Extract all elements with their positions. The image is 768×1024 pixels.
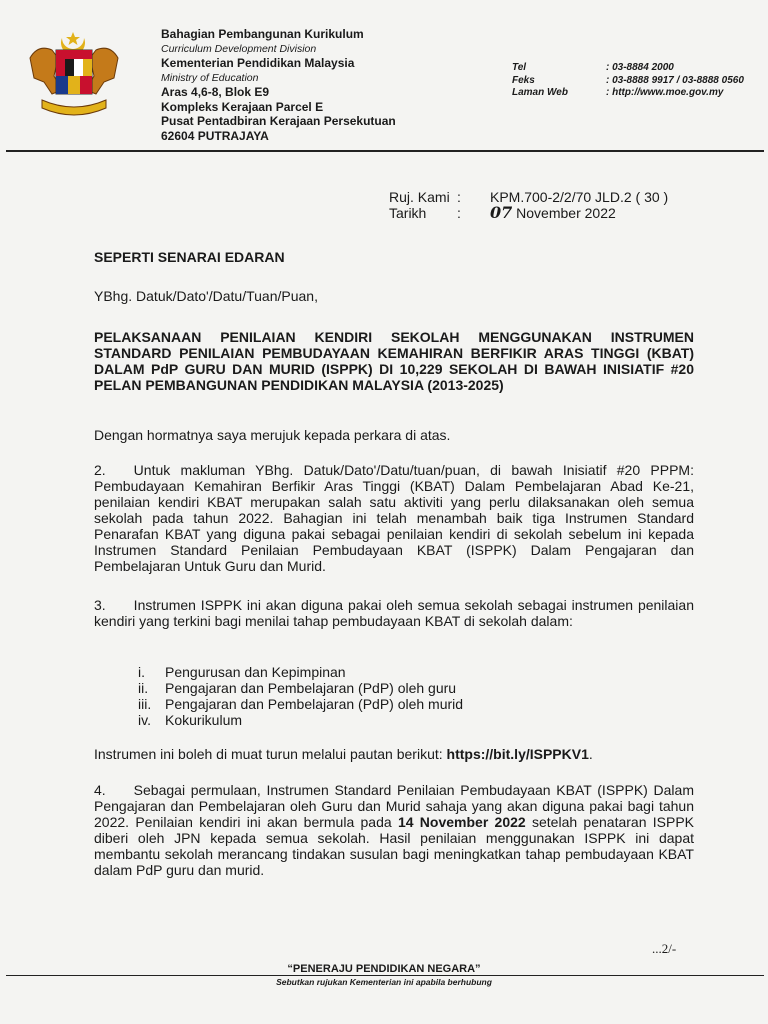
list-item-text: Kokurikulum [165, 712, 243, 728]
list-item-text: Pengurusan dan Kepimpinan [165, 664, 346, 680]
contact-label: Feks [512, 74, 535, 86]
contact-details [512, 62, 744, 100]
footer-note: Sebutkan rujukan Kementerian ini apabila berhubung [276, 977, 492, 987]
org-line: Bahagian Pembangunan Kurikulum [161, 27, 364, 41]
download-line [94, 746, 694, 762]
contact-row [512, 62, 744, 75]
list-item-number: iv. [138, 712, 151, 728]
tarikh-colon: : [457, 205, 461, 221]
contact-label: Tel [512, 62, 527, 73]
list-item [138, 680, 463, 696]
ruj-value: KPM.700-2/2/70 JLD.2 ( 30 ) [490, 189, 669, 205]
tarikh-label: Tarikh [389, 205, 427, 221]
org-line: Pusat Pentadbiran Kerajaan Persekutuan [161, 114, 396, 128]
paragraph-4-part-b: setelah penataran ISPPK diberi oleh JPN kepada semua sekolah. Hasil penilaian menggunakan ISPPK ini dapat membantu sekolah merancang tindakan susulan bagi meningkatkan tahap pembudayaan KBAT dalam PdP guru dan murid. [94, 814, 695, 878]
list-item-text: Pengajaran dan Pembelajaran (PdP) oleh guru [165, 680, 457, 696]
org-line: 62604 PUTRAJAYA [161, 128, 269, 143]
paragraph-3: 3. Instrumen ISPPK ini akan diguna pakai oleh semua sekolah sebagai instrumen penilaian kendiri yang terkini bagi menilai tahap pembudayaan KBAT di sekolah dalam: [94, 597, 694, 629]
list-item-number: iii. [138, 696, 152, 712]
download-end: . [588, 746, 593, 762]
intro-line: Dengan hormatnya saya merujuk kepada perkara di atas. [94, 427, 451, 443]
footer-motto: “PENERAJU PENDIDIKAN NEGARA” [287, 963, 481, 975]
salutation: YBhg. Datuk/Dato'/Datu/Tuan/Puan, [94, 288, 318, 304]
org-line: Curriculum Development Division [161, 42, 317, 55]
paragraph-4 [94, 782, 694, 878]
list-item-text: Pengajaran dan Pembelajaran (PdP) oleh murid [165, 696, 464, 712]
contact-label: Laman Web [512, 87, 568, 98]
ruj-label: Ruj. Kami [389, 189, 450, 205]
page-continuation: ...2/- [652, 941, 677, 956]
contact-value: : 03-8884 2000 [606, 62, 674, 73]
list-item [138, 712, 463, 728]
contact-value: : 03-8888 9917 / 03-8888 0560 [606, 74, 744, 86]
paragraph-4-part-a: 4. Sebagai permulaan, Instrumen Standard Penilaian Pembudayaan KBAT (ISPPK) Dalam Pengajaran dan Pembelajaran oleh Guru dan Murid sahaja yang akan diguna pakai bagi tahun 2022. Penilaian kendiri ini akan bermula pada [94, 782, 694, 830]
ruj-colon: : [457, 189, 461, 205]
letter-subject: PELAKSANAAN PENILAIAN KENDIRI SEKOLAH MENGGUNAKAN INSTRUMEN STANDARD PENILAIAN PEMBUDAYAAN KEMAHIRAN BERFIKIR ARAS TINGGI (KBAT) DALAM PdP GURU DAN MURID (ISPPK) DI 10,229 SEKOLAH DI BAWAH INISIATIF #20 PELAN PEMBANGUNAN PENDIDIKAN MALAYSIA (2013-2025) [94, 329, 694, 393]
list-item [138, 664, 463, 680]
org-line: Aras 4,6-8, Blok E9 [161, 85, 270, 99]
paragraph-2: 2. Untuk makluman YBhg. Datuk/Dato'/Datu/tuan/puan, di bawah Inisiatif #20 PPPM: Pembudayaan Kemahiran Berfikir Aras Tinggi (KBAT) Dalam Pembelajaran Abad Ke-21, penilaian kendiri KBAT merupakan salah satu aktiviti yang perlu dilaksanakan oleh semua sekolah pada tahun 2022. Bahagian ini telah menambah baik tiga Instrumen Standard Penarafan KBAT yang diguna pakai sebagai penilaian kendiri di sekolah sebelum ini kepada Instrumen Standard Penilaian Pembudayaan KBAT (ISPPK) Dalam Pengajaran dan Pembelajaran Untuk Guru dan Murid. [94, 462, 694, 574]
tarikh-month-year: November 2022 [516, 205, 616, 221]
list-item-number: i. [138, 664, 145, 680]
list-item [138, 696, 463, 712]
footer-divider [6, 975, 764, 976]
start-date: 14 November 2022 [397, 814, 526, 830]
assessment-areas-list [138, 664, 463, 728]
header-divider [6, 150, 764, 152]
coat-of-arms-icon [24, 28, 124, 118]
tarikh-value [490, 205, 616, 221]
download-link[interactable]: https://bit.ly/ISPPKV1 [446, 746, 589, 762]
list-item-number: ii. [138, 680, 149, 696]
recipient: SEPERTI SENARAI EDARAN [94, 249, 285, 265]
contact-row [512, 75, 744, 88]
org-line: Kementerian Pendidikan Malaysia [161, 56, 355, 70]
contact-row [512, 87, 744, 100]
org-line: Kompleks Kerajaan Parcel E [161, 99, 324, 114]
tarikh-day: 07 [490, 203, 513, 222]
org-line: Ministry of Education [161, 71, 259, 84]
download-text: Instrumen ini boleh di muat turun melalui pautan berikut: [94, 746, 447, 762]
reference-block [389, 189, 668, 221]
organisation-address [161, 27, 396, 143]
contact-value: : http://www.moe.gov.my [606, 87, 724, 98]
